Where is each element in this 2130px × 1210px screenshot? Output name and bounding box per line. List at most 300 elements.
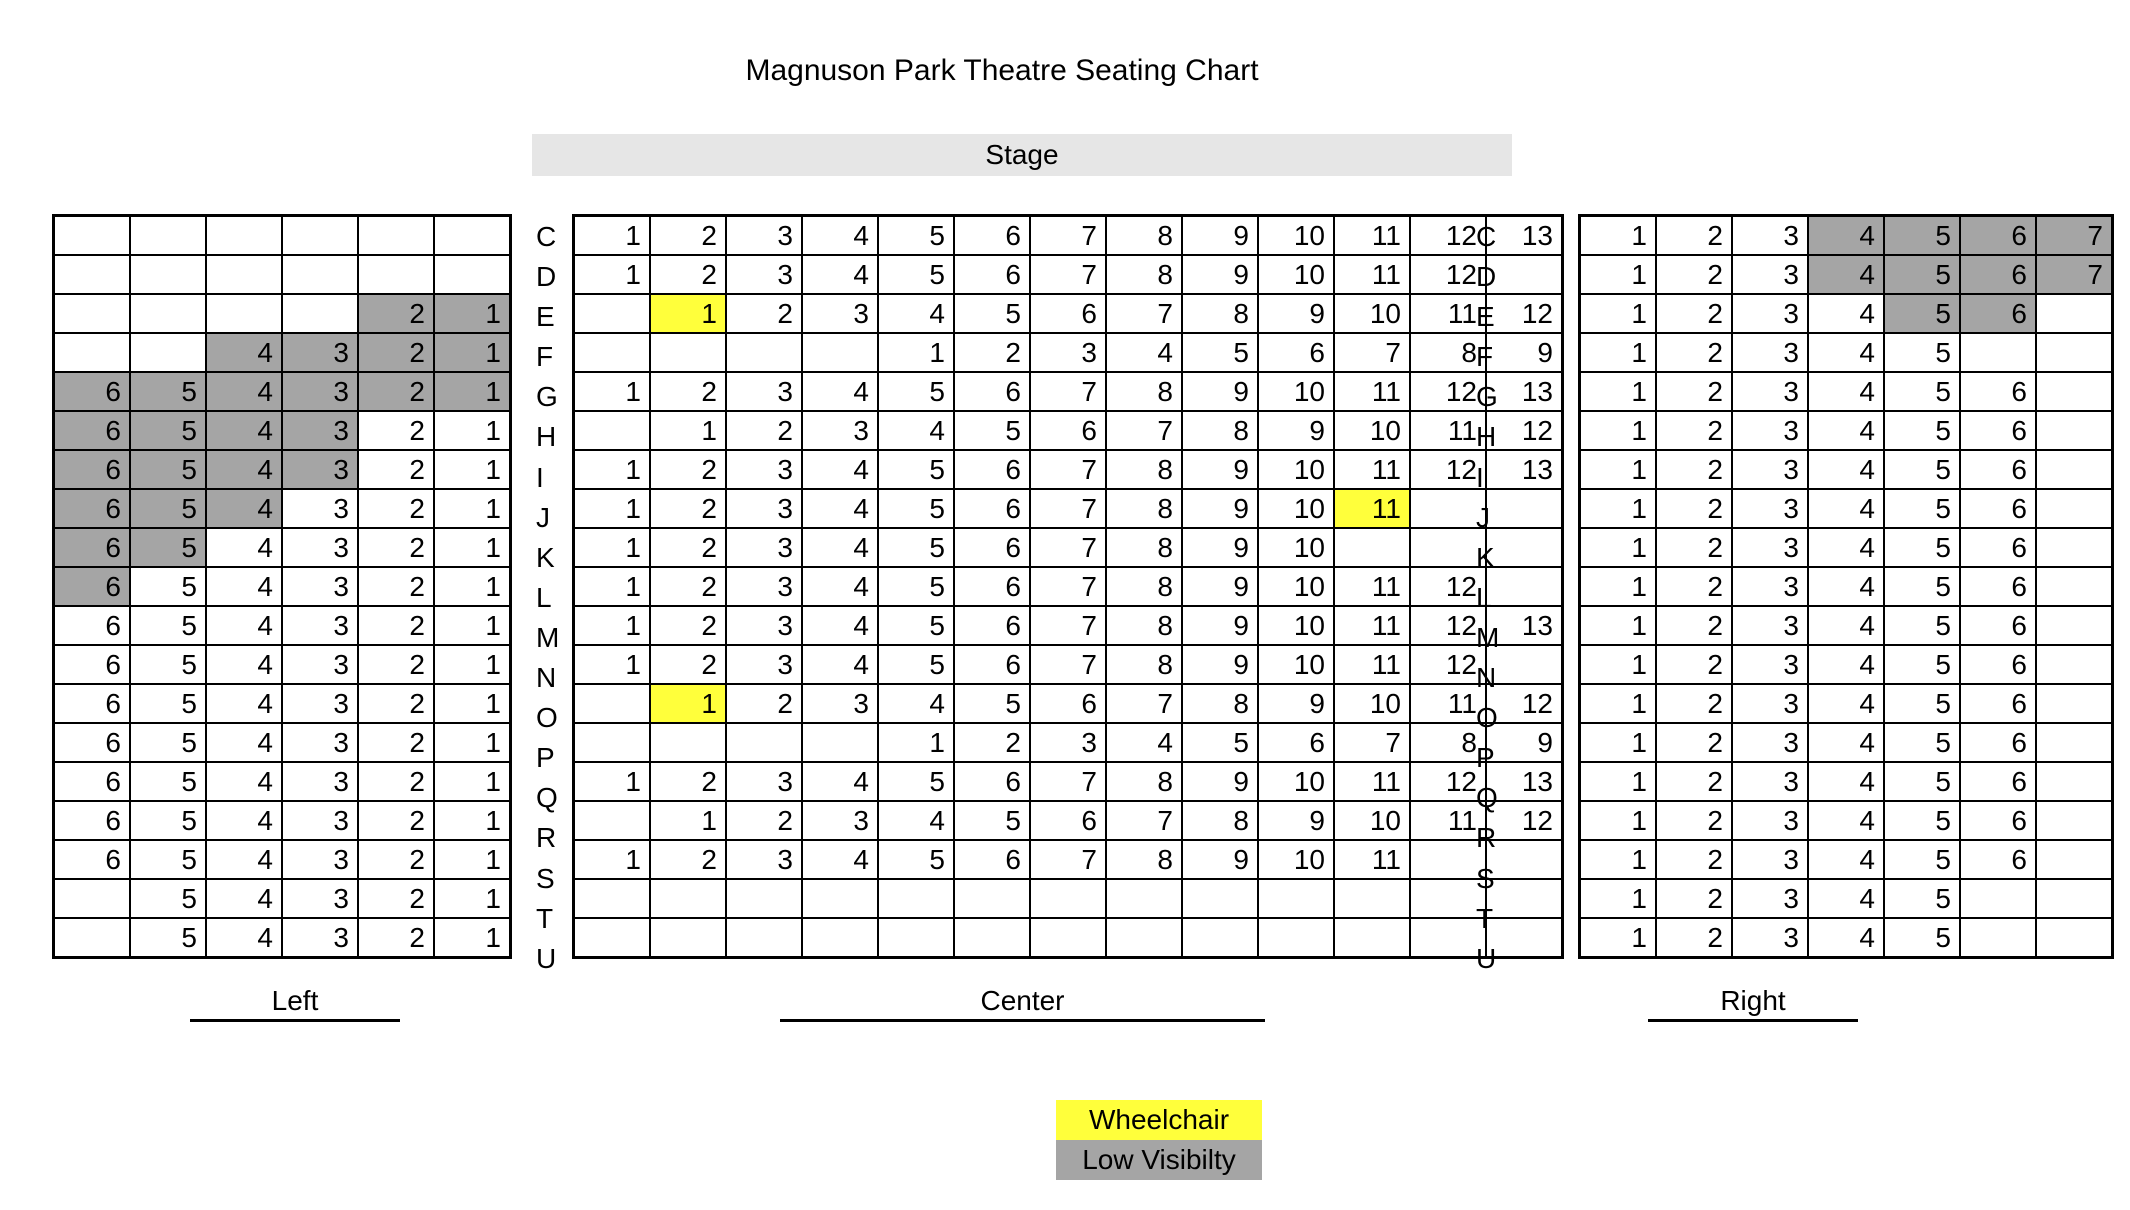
seat[interactable]: 12	[1486, 294, 1563, 333]
seat[interactable]: 5	[878, 567, 954, 606]
seat[interactable]: 1	[574, 762, 651, 801]
seat[interactable]: 4	[1808, 255, 1884, 294]
seat[interactable]: 2	[1656, 528, 1732, 567]
seat[interactable]: 1	[1580, 762, 1657, 801]
seat[interactable]: 1	[1580, 450, 1657, 489]
seat[interactable]: 11	[1334, 255, 1410, 294]
seat[interactable]: 2	[358, 840, 434, 879]
seat[interactable]: 4	[206, 918, 282, 958]
seat[interactable]: 11	[1334, 489, 1410, 528]
seat[interactable]: 6	[1960, 372, 2036, 411]
seat[interactable]: 4	[206, 333, 282, 372]
seat[interactable]: 8	[1106, 606, 1182, 645]
seat[interactable]: 2	[954, 333, 1030, 372]
seat[interactable]: 2	[358, 567, 434, 606]
seat[interactable]: 4	[1808, 879, 1884, 918]
seat[interactable]: 6	[1030, 294, 1106, 333]
seat[interactable]: 10	[1334, 801, 1410, 840]
seat[interactable]: 10	[1258, 528, 1334, 567]
seat[interactable]: 5	[130, 801, 206, 840]
seat[interactable]: 10	[1258, 216, 1334, 256]
seat[interactable]: 4	[206, 723, 282, 762]
seat[interactable]: 12	[1410, 255, 1486, 294]
seat[interactable]: 3	[282, 372, 358, 411]
seat[interactable]: 6	[1960, 606, 2036, 645]
seat[interactable]: 2	[358, 450, 434, 489]
seat[interactable]: 4	[878, 294, 954, 333]
seat[interactable]: 11	[1334, 606, 1410, 645]
seat[interactable]: 2	[358, 411, 434, 450]
seat[interactable]: 1	[1580, 255, 1657, 294]
seat[interactable]: 3	[726, 528, 802, 567]
seat[interactable]: 1	[574, 216, 651, 256]
seat[interactable]: 6	[1258, 333, 1334, 372]
seat[interactable]: 4	[206, 645, 282, 684]
seat[interactable]: 4	[206, 801, 282, 840]
seat[interactable]: 6	[54, 684, 131, 723]
seat[interactable]: 1	[434, 567, 511, 606]
seat[interactable]: 6	[954, 567, 1030, 606]
seat[interactable]: 12	[1410, 567, 1486, 606]
seat[interactable]: 2	[1656, 645, 1732, 684]
seat[interactable]: 5	[1182, 333, 1258, 372]
seat[interactable]: 1	[434, 333, 511, 372]
seat[interactable]: 2	[726, 294, 802, 333]
seat[interactable]: 6	[954, 372, 1030, 411]
seat[interactable]: 1	[878, 333, 954, 372]
seat[interactable]: 1	[574, 489, 651, 528]
seat[interactable]: 3	[726, 216, 802, 256]
seat[interactable]: 1	[434, 489, 511, 528]
seat[interactable]: 3	[1732, 918, 1808, 958]
seat[interactable]: 7	[1106, 411, 1182, 450]
seat[interactable]: 5	[1884, 723, 1960, 762]
seat[interactable]: 8	[1182, 411, 1258, 450]
seat[interactable]: 2	[650, 567, 726, 606]
seat[interactable]: 3	[1732, 645, 1808, 684]
seat[interactable]: 5	[130, 567, 206, 606]
seat[interactable]: 2	[1656, 255, 1732, 294]
seat[interactable]: 1	[574, 606, 651, 645]
seat[interactable]: 12	[1410, 606, 1486, 645]
seat[interactable]: 11	[1334, 762, 1410, 801]
seat[interactable]: 1	[434, 723, 511, 762]
seat[interactable]: 8	[1182, 294, 1258, 333]
seat[interactable]: 1	[650, 294, 726, 333]
seat[interactable]: 2	[358, 333, 434, 372]
seat[interactable]: 4	[1808, 567, 1884, 606]
seat[interactable]: 6	[54, 645, 131, 684]
seat[interactable]: 1	[434, 840, 511, 879]
seat[interactable]: 12	[1486, 411, 1563, 450]
seat[interactable]: 10	[1258, 762, 1334, 801]
seat[interactable]: 9	[1258, 684, 1334, 723]
seat[interactable]: 2	[1656, 684, 1732, 723]
seat[interactable]: 6	[1960, 216, 2036, 256]
seat[interactable]: 10	[1258, 567, 1334, 606]
seat[interactable]: 9	[1182, 528, 1258, 567]
seat[interactable]: 7	[1030, 372, 1106, 411]
seat[interactable]: 5	[1884, 762, 1960, 801]
seat[interactable]: 12	[1410, 372, 1486, 411]
seat[interactable]: 5	[1182, 723, 1258, 762]
seat[interactable]: 3	[802, 411, 878, 450]
seat[interactable]: 7	[1030, 840, 1106, 879]
seat[interactable]: 4	[802, 216, 878, 256]
seat[interactable]: 1	[1580, 489, 1657, 528]
seat[interactable]: 5	[1884, 372, 1960, 411]
seat[interactable]: 3	[1732, 684, 1808, 723]
seat[interactable]: 4	[1808, 918, 1884, 958]
seat[interactable]: 7	[2036, 255, 2113, 294]
seat[interactable]: 1	[434, 294, 511, 333]
seat[interactable]: 4	[1808, 489, 1884, 528]
seat[interactable]: 2	[954, 723, 1030, 762]
seat[interactable]: 1	[1580, 684, 1657, 723]
seat[interactable]: 2	[1656, 333, 1732, 372]
seat[interactable]: 7	[1030, 450, 1106, 489]
seat[interactable]: 3	[1732, 567, 1808, 606]
seat[interactable]: 4	[1808, 606, 1884, 645]
seat[interactable]: 11	[1410, 294, 1486, 333]
seat[interactable]: 9	[1182, 645, 1258, 684]
seat[interactable]: 3	[282, 411, 358, 450]
seat[interactable]: 9	[1486, 723, 1563, 762]
seat[interactable]: 3	[1732, 879, 1808, 918]
seat[interactable]: 13	[1486, 762, 1563, 801]
seat[interactable]: 13	[1486, 450, 1563, 489]
seat[interactable]: 6	[54, 450, 131, 489]
seat[interactable]: 10	[1258, 489, 1334, 528]
seat[interactable]: 12	[1486, 801, 1563, 840]
seat[interactable]: 2	[1656, 723, 1732, 762]
seat[interactable]: 5	[1884, 918, 1960, 958]
seat[interactable]: 2	[650, 372, 726, 411]
seat[interactable]: 5	[130, 762, 206, 801]
seat[interactable]: 5	[878, 528, 954, 567]
seat[interactable]: 6	[954, 645, 1030, 684]
seat[interactable]: 8	[1106, 840, 1182, 879]
seat[interactable]: 2	[358, 489, 434, 528]
seat[interactable]: 4	[878, 801, 954, 840]
seat[interactable]: 4	[206, 840, 282, 879]
seat[interactable]: 6	[1960, 294, 2036, 333]
seat[interactable]: 11	[1410, 411, 1486, 450]
seat[interactable]: 9	[1182, 606, 1258, 645]
seat[interactable]: 5	[1884, 528, 1960, 567]
seat[interactable]: 9	[1182, 255, 1258, 294]
seat[interactable]: 8	[1106, 645, 1182, 684]
seat[interactable]: 4	[206, 879, 282, 918]
seat[interactable]: 3	[1030, 723, 1106, 762]
seat[interactable]: 1	[878, 723, 954, 762]
seat[interactable]: 6	[954, 255, 1030, 294]
seat[interactable]: 3	[726, 840, 802, 879]
seat[interactable]: 3	[282, 762, 358, 801]
seat[interactable]: 5	[130, 411, 206, 450]
seat[interactable]: 7	[1030, 255, 1106, 294]
seat[interactable]: 5	[878, 840, 954, 879]
seat[interactable]: 4	[1106, 723, 1182, 762]
seat[interactable]: 3	[726, 372, 802, 411]
seat[interactable]: 4	[1808, 840, 1884, 879]
seat[interactable]: 4	[1808, 372, 1884, 411]
seat[interactable]: 3	[1732, 606, 1808, 645]
seat[interactable]: 3	[282, 645, 358, 684]
seat[interactable]: 7	[1030, 216, 1106, 256]
seat[interactable]: 1	[574, 567, 651, 606]
seat[interactable]: 7	[1106, 684, 1182, 723]
seat[interactable]: 2	[1656, 411, 1732, 450]
seat[interactable]: 3	[1732, 489, 1808, 528]
seat[interactable]: 3	[1732, 216, 1808, 256]
seat[interactable]: 4	[802, 840, 878, 879]
seat[interactable]: 7	[1106, 294, 1182, 333]
seat[interactable]: 5	[130, 879, 206, 918]
seat[interactable]: 9	[1182, 840, 1258, 879]
seat[interactable]: 5	[954, 801, 1030, 840]
seat[interactable]: 5	[954, 411, 1030, 450]
seat[interactable]: 4	[1808, 333, 1884, 372]
seat[interactable]: 4	[1808, 450, 1884, 489]
seat[interactable]: 5	[1884, 333, 1960, 372]
seat[interactable]: 6	[1960, 528, 2036, 567]
seat[interactable]: 3	[1732, 801, 1808, 840]
seat[interactable]: 6	[954, 489, 1030, 528]
seat[interactable]: 6	[54, 372, 131, 411]
seat[interactable]: 4	[1808, 294, 1884, 333]
seat[interactable]: 12	[1410, 645, 1486, 684]
seat[interactable]: 9	[1182, 762, 1258, 801]
seat[interactable]: 4	[206, 372, 282, 411]
seat[interactable]: 2	[358, 801, 434, 840]
seat[interactable]: 2	[358, 879, 434, 918]
seat[interactable]: 4	[878, 411, 954, 450]
seat[interactable]: 2	[1656, 918, 1732, 958]
seat[interactable]: 3	[282, 450, 358, 489]
seat[interactable]: 6	[954, 606, 1030, 645]
seat[interactable]: 2	[1656, 372, 1732, 411]
seat[interactable]: 5	[878, 216, 954, 256]
seat[interactable]: 2	[650, 216, 726, 256]
seat[interactable]: 6	[54, 606, 131, 645]
seat[interactable]: 3	[1732, 372, 1808, 411]
seat[interactable]: 4	[802, 450, 878, 489]
seat[interactable]: 1	[574, 528, 651, 567]
seat[interactable]: 5	[130, 840, 206, 879]
seat[interactable]: 11	[1334, 450, 1410, 489]
seat[interactable]: 4	[206, 567, 282, 606]
seat[interactable]: 1	[434, 801, 511, 840]
seat[interactable]: 8	[1182, 801, 1258, 840]
seat[interactable]: 9	[1258, 801, 1334, 840]
seat[interactable]: 4	[206, 762, 282, 801]
seat[interactable]: 5	[130, 450, 206, 489]
seat[interactable]: 7	[1334, 333, 1410, 372]
seat[interactable]: 5	[878, 372, 954, 411]
seat[interactable]: 3	[282, 606, 358, 645]
seat[interactable]: 10	[1258, 840, 1334, 879]
seat[interactable]: 6	[1960, 840, 2036, 879]
seat[interactable]: 6	[1960, 801, 2036, 840]
seat[interactable]: 5	[1884, 840, 1960, 879]
seat[interactable]: 7	[1334, 723, 1410, 762]
seat[interactable]: 6	[54, 801, 131, 840]
seat[interactable]: 7	[1030, 762, 1106, 801]
seat[interactable]: 6	[54, 489, 131, 528]
seat[interactable]: 3	[282, 333, 358, 372]
seat[interactable]: 3	[282, 879, 358, 918]
seat[interactable]: 8	[1106, 372, 1182, 411]
seat[interactable]: 4	[802, 762, 878, 801]
seat[interactable]: 3	[1732, 762, 1808, 801]
seat[interactable]: 4	[802, 528, 878, 567]
seat[interactable]: 12	[1486, 684, 1563, 723]
seat[interactable]: 1	[434, 372, 511, 411]
seat[interactable]: 1	[574, 255, 651, 294]
seat[interactable]: 12	[1410, 762, 1486, 801]
seat[interactable]: 11	[1334, 645, 1410, 684]
seat[interactable]: 2	[1656, 489, 1732, 528]
seat[interactable]: 3	[1732, 294, 1808, 333]
seat[interactable]: 9	[1258, 294, 1334, 333]
seat[interactable]: 5	[130, 723, 206, 762]
seat[interactable]: 2	[1656, 801, 1732, 840]
seat[interactable]: 7	[1030, 645, 1106, 684]
seat[interactable]: 4	[1808, 411, 1884, 450]
seat[interactable]: 2	[358, 294, 434, 333]
seat[interactable]: 4	[1808, 723, 1884, 762]
seat[interactable]: 1	[434, 684, 511, 723]
seat[interactable]: 4	[206, 489, 282, 528]
seat[interactable]: 6	[954, 450, 1030, 489]
seat[interactable]: 4	[1106, 333, 1182, 372]
seat[interactable]: 8	[1106, 762, 1182, 801]
seat[interactable]: 4	[1808, 216, 1884, 256]
seat[interactable]: 10	[1334, 294, 1410, 333]
seat[interactable]: 9	[1182, 489, 1258, 528]
seat[interactable]: 5	[130, 684, 206, 723]
seat[interactable]: 1	[1580, 606, 1657, 645]
seat[interactable]: 4	[802, 606, 878, 645]
seat[interactable]: 5	[130, 528, 206, 567]
seat[interactable]: 6	[54, 528, 131, 567]
seat[interactable]: 1	[1580, 840, 1657, 879]
seat[interactable]: 1	[1580, 372, 1657, 411]
seat[interactable]: 2	[358, 528, 434, 567]
seat[interactable]: 1	[1580, 918, 1657, 958]
seat[interactable]: 6	[54, 762, 131, 801]
seat[interactable]: 4	[802, 489, 878, 528]
seat[interactable]: 2	[358, 372, 434, 411]
seat[interactable]: 2	[1656, 606, 1732, 645]
seat[interactable]: 5	[1884, 567, 1960, 606]
seat[interactable]: 6	[1960, 450, 2036, 489]
seat[interactable]: 5	[1884, 489, 1960, 528]
seat[interactable]: 1	[434, 606, 511, 645]
seat[interactable]: 2	[650, 528, 726, 567]
seat[interactable]: 3	[726, 489, 802, 528]
seat[interactable]: 5	[130, 918, 206, 958]
seat[interactable]: 8	[1106, 216, 1182, 256]
seat[interactable]: 6	[54, 411, 131, 450]
seat[interactable]: 6	[954, 528, 1030, 567]
seat[interactable]: 2	[650, 606, 726, 645]
seat[interactable]: 7	[1030, 528, 1106, 567]
seat[interactable]: 8	[1106, 528, 1182, 567]
seat[interactable]: 6	[1960, 411, 2036, 450]
seat[interactable]: 1	[1580, 216, 1657, 256]
seat[interactable]: 3	[282, 801, 358, 840]
seat[interactable]: 1	[434, 762, 511, 801]
seat[interactable]: 6	[1960, 762, 2036, 801]
seat[interactable]: 10	[1258, 645, 1334, 684]
seat[interactable]: 3	[802, 801, 878, 840]
seat[interactable]: 1	[1580, 723, 1657, 762]
seat[interactable]: 2	[1656, 450, 1732, 489]
seat[interactable]: 7	[1030, 606, 1106, 645]
seat[interactable]: 3	[802, 294, 878, 333]
seat[interactable]: 6	[954, 762, 1030, 801]
seat[interactable]: 1	[650, 801, 726, 840]
seat[interactable]: 4	[802, 645, 878, 684]
seat[interactable]: 6	[1258, 723, 1334, 762]
seat[interactable]: 5	[878, 450, 954, 489]
seat[interactable]: 5	[1884, 216, 1960, 256]
seat[interactable]: 1	[1580, 411, 1657, 450]
seat[interactable]: 7	[1030, 489, 1106, 528]
seat[interactable]: 3	[726, 645, 802, 684]
seat[interactable]: 11	[1410, 684, 1486, 723]
seat[interactable]: 5	[130, 489, 206, 528]
seat[interactable]: 3	[1732, 528, 1808, 567]
seat[interactable]: 8	[1106, 255, 1182, 294]
seat[interactable]: 6	[1960, 723, 2036, 762]
seat[interactable]: 2	[650, 255, 726, 294]
seat[interactable]: 3	[726, 255, 802, 294]
seat[interactable]: 4	[802, 372, 878, 411]
seat[interactable]: 6	[954, 216, 1030, 256]
seat[interactable]: 9	[1182, 567, 1258, 606]
seat[interactable]: 5	[1884, 645, 1960, 684]
seat[interactable]: 1	[650, 411, 726, 450]
seat[interactable]: 4	[878, 684, 954, 723]
seat[interactable]: 5	[1884, 879, 1960, 918]
seat[interactable]: 11	[1334, 567, 1410, 606]
seat[interactable]: 6	[1960, 684, 2036, 723]
seat[interactable]: 2	[650, 450, 726, 489]
seat[interactable]: 11	[1410, 801, 1486, 840]
seat[interactable]: 1	[434, 879, 511, 918]
seat[interactable]: 2	[1656, 216, 1732, 256]
seat[interactable]: 2	[726, 411, 802, 450]
seat[interactable]: 12	[1410, 450, 1486, 489]
seat[interactable]: 3	[726, 606, 802, 645]
seat[interactable]: 3	[282, 918, 358, 958]
seat[interactable]: 13	[1486, 216, 1563, 256]
seat[interactable]: 8	[1410, 333, 1486, 372]
seat[interactable]: 5	[1884, 294, 1960, 333]
seat[interactable]: 13	[1486, 372, 1563, 411]
seat[interactable]: 7	[1030, 567, 1106, 606]
seat[interactable]: 4	[206, 528, 282, 567]
seat[interactable]: 6	[1960, 567, 2036, 606]
seat[interactable]: 6	[954, 840, 1030, 879]
seat[interactable]: 5	[1884, 411, 1960, 450]
seat[interactable]: 1	[1580, 879, 1657, 918]
seat[interactable]: 4	[206, 684, 282, 723]
seat[interactable]: 2	[358, 606, 434, 645]
